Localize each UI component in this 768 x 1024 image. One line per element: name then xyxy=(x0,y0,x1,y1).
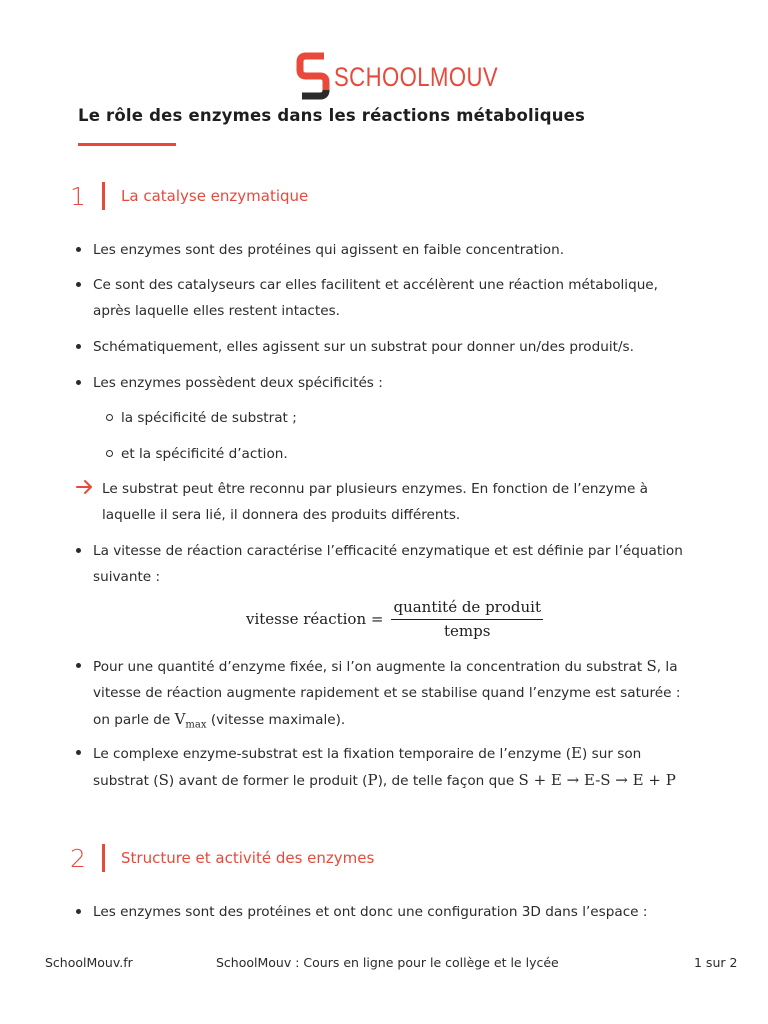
section-heading-1 xyxy=(70,180,308,212)
text-run: Le complexe enzyme-substrat est la fixation temporaire de l’enzyme ( xyxy=(93,746,572,762)
sub-list-item: et la spécificité d’action. xyxy=(121,441,288,467)
section-number: 1 xyxy=(70,181,86,211)
list-item: Ce sont des catalyseurs car elles facilitent et accélèrent une réaction métabolique, après laquelle elles restent intactes. xyxy=(93,272,693,324)
note-text: Le substrat peut être reconnu par plusieurs enzymes. En fonction de l’enzyme à laquelle il sera lié, il donnera des produits différents. xyxy=(102,481,648,523)
text-run: Pour une quantité d’enzyme fixée, si l’on augmente la concentration du substrat xyxy=(93,659,647,675)
arrow-right-icon xyxy=(76,478,94,496)
section-title: La catalyse enzymatique xyxy=(121,187,309,205)
math-symbol: P xyxy=(367,771,378,789)
section-heading-2 xyxy=(70,842,374,874)
schoolmouv-logo xyxy=(296,52,534,102)
math-subscript: max xyxy=(185,719,207,731)
section-number: 2 xyxy=(70,843,86,873)
equation-numerator: quantité de produit xyxy=(391,598,543,620)
text-run: ), de telle façon que xyxy=(377,773,519,789)
list-item: Les enzymes possèdent deux spécificités : xyxy=(93,370,693,396)
math-symbol: E xyxy=(571,744,582,762)
equation-denominator: temps xyxy=(444,622,491,640)
list-item xyxy=(93,653,693,739)
schoolmouv-s-logo-icon xyxy=(296,52,330,102)
math-symbol: S xyxy=(158,771,169,789)
rate-equation xyxy=(246,598,543,640)
list-item: La vitesse de réaction caractérise l’efficacité enzymatique et est définie par l’équation suivante : xyxy=(93,538,693,590)
text-run: ) sur son substrat ( xyxy=(93,746,642,789)
equation-fraction xyxy=(391,598,543,640)
list-item: Les enzymes sont des protéines qui agissent en faible concentration. xyxy=(93,237,693,263)
footer-site-link[interactable]: SchoolMouv.fr xyxy=(45,955,133,970)
title-underline xyxy=(78,143,176,146)
text-run: , la vitesse de réaction augmente rapidement et se stabilise quand l’enzyme est saturée : on parle de xyxy=(93,659,681,728)
section-title: Structure et activité des enzymes xyxy=(121,849,375,867)
footer-page-number: 1 sur 2 xyxy=(694,955,738,970)
logo-text: SCHOOLMOUV xyxy=(334,61,499,92)
text-run: (vitesse maximale). xyxy=(206,712,346,728)
list-item xyxy=(93,740,693,794)
section-divider xyxy=(102,844,105,872)
list-item: Les enzymes sont des protéines et ont donc une configuration 3D dans l’espace : xyxy=(93,899,693,925)
math-symbol: V xyxy=(174,710,186,728)
text-run: ) avant de former le produit ( xyxy=(168,773,368,789)
section-divider xyxy=(102,182,105,210)
math-symbol: S xyxy=(646,657,657,675)
reaction-equation: S + E → E-S → E + P xyxy=(518,771,676,789)
page-title: Le rôle des enzymes dans les réactions métaboliques xyxy=(78,106,586,125)
footer-tagline: SchoolMouv : Cours en ligne pour le collège et le lycée xyxy=(216,955,559,970)
list-item: Schématiquement, elles agissent sur un substrat pour donner un/des produit/s. xyxy=(93,334,693,360)
sub-list-item: la spécificité de substrat ; xyxy=(121,405,297,431)
equation-left: vitesse réaction = xyxy=(246,610,384,628)
